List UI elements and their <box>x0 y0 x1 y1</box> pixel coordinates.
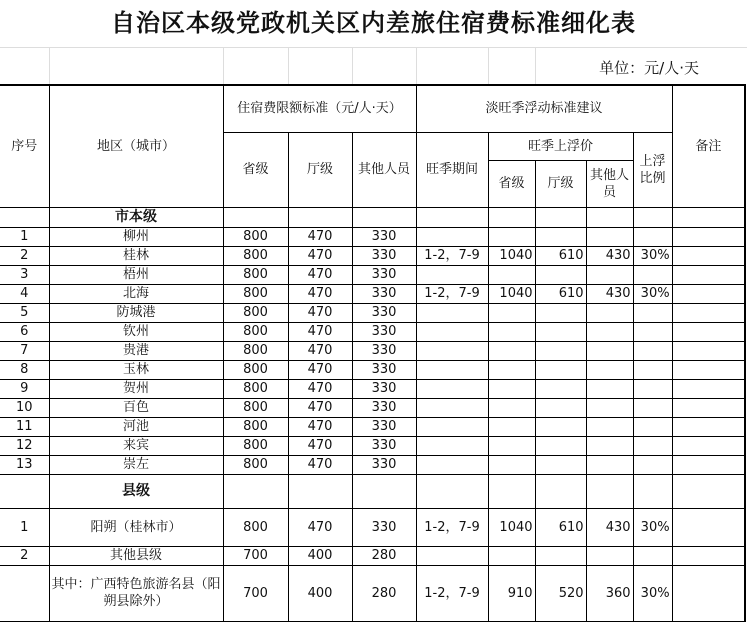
cell-region: 贺州 <box>49 379 223 398</box>
cell-peak-prov <box>488 341 535 360</box>
cell-remark <box>672 379 745 398</box>
cell-dept: 470 <box>288 508 352 546</box>
cell-region: 桂林 <box>49 246 223 265</box>
cell-region: 柳州 <box>49 227 223 246</box>
cell-region: 百色 <box>49 398 223 417</box>
cell-peak-period <box>416 341 488 360</box>
cell-other: 330 <box>352 322 416 341</box>
cell-peak-other: 430 <box>586 284 633 303</box>
cell-remark <box>672 227 745 246</box>
header-seq: 序号 <box>0 85 49 207</box>
cell-prov: 800 <box>223 508 288 546</box>
header-remark: 备注 <box>672 85 745 207</box>
cell-region: 阳朔（桂林市） <box>49 508 223 546</box>
cell-other: 330 <box>352 284 416 303</box>
cell-dept: 470 <box>288 436 352 455</box>
cell-other: 330 <box>352 379 416 398</box>
cell-prov: 800 <box>223 284 288 303</box>
header-ratio: 上浮比例 <box>633 132 672 207</box>
cell-seq: 2 <box>0 246 49 265</box>
cell-prov: 800 <box>223 379 288 398</box>
cell-region: 其他县级 <box>49 546 223 565</box>
cell-region: 钦州 <box>49 322 223 341</box>
cell-region: 其中：广西特色旅游名县（阳朔县除外） <box>49 565 223 621</box>
cell-ratio <box>633 303 672 322</box>
header-prov: 省级 <box>223 132 288 207</box>
table-row <box>0 265 745 284</box>
header-peak-price: 旺季上浮价 <box>488 132 633 160</box>
cell-other: 330 <box>352 417 416 436</box>
cell-prov: 800 <box>223 417 288 436</box>
cell-prov: 800 <box>223 227 288 246</box>
cell-remark <box>672 546 745 565</box>
cell-dept: 470 <box>288 322 352 341</box>
cell-region: 防城港 <box>49 303 223 322</box>
cell-ratio: 30% <box>633 508 672 546</box>
cell-prov: 800 <box>223 455 288 474</box>
cell-seq: 9 <box>0 379 49 398</box>
cell-peak-dept <box>535 303 586 322</box>
cell-seq: 7 <box>0 341 49 360</box>
cell-remark <box>672 303 745 322</box>
cell-peak-period <box>416 227 488 246</box>
cell-peak-other <box>586 436 633 455</box>
cell-region: 崇左 <box>49 455 223 474</box>
header-dept: 厅级 <box>288 132 352 207</box>
cell-peak-period <box>416 379 488 398</box>
cell-ratio <box>633 265 672 284</box>
cell-peak-period <box>416 322 488 341</box>
cell-peak-prov <box>488 227 535 246</box>
cell-peak-dept <box>535 265 586 284</box>
header-other2: 其他人员 <box>586 160 633 207</box>
cell-remark <box>672 565 745 621</box>
cell-peak-other <box>586 265 633 284</box>
cell-peak-period: 1-2，7-9 <box>416 508 488 546</box>
cell-seq <box>0 565 49 621</box>
header-other: 其他人员 <box>352 132 416 207</box>
cell-prov: 800 <box>223 322 288 341</box>
cell-seq: 8 <box>0 360 49 379</box>
cell-remark <box>672 284 745 303</box>
cell-peak-dept <box>535 379 586 398</box>
cell-ratio: 30% <box>633 246 672 265</box>
cell-other: 330 <box>352 341 416 360</box>
cell-peak-dept <box>535 398 586 417</box>
cell-peak-prov <box>488 322 535 341</box>
table-row <box>0 436 745 455</box>
cell-seq: 13 <box>0 455 49 474</box>
cell-other: 330 <box>352 303 416 322</box>
cell-ratio <box>633 546 672 565</box>
page-title: 自治区本级党政机关区内差旅住宿费标准细化表 <box>111 9 636 37</box>
cell-peak-period <box>416 265 488 284</box>
unit-label: 单位：元/人·天 <box>599 59 699 77</box>
table-row <box>0 360 745 379</box>
cell-dept: 470 <box>288 284 352 303</box>
cell-peak-other <box>586 398 633 417</box>
cell-peak-other <box>586 455 633 474</box>
cell-region: 北海 <box>49 284 223 303</box>
cell-dept: 470 <box>288 360 352 379</box>
table-row <box>0 284 745 303</box>
cell-seq: 10 <box>0 398 49 417</box>
cell-peak-period <box>416 417 488 436</box>
cell-dept: 470 <box>288 227 352 246</box>
cell-dept: 400 <box>288 565 352 621</box>
cell-peak-other <box>586 227 633 246</box>
cell-prov: 700 <box>223 546 288 565</box>
cell-other: 330 <box>352 398 416 417</box>
cell-peak-prov <box>488 379 535 398</box>
cell-other: 330 <box>352 360 416 379</box>
cell-ratio: 30% <box>633 284 672 303</box>
cell-dept: 470 <box>288 455 352 474</box>
cell-remark <box>672 508 745 546</box>
cell-peak-other: 430 <box>586 508 633 546</box>
cell-peak-prov <box>488 398 535 417</box>
section-label: 县级 <box>49 474 223 508</box>
cell-other: 330 <box>352 455 416 474</box>
cell-peak-dept: 610 <box>535 284 586 303</box>
cell-dept: 470 <box>288 303 352 322</box>
cell-remark <box>672 436 745 455</box>
cell-peak-prov <box>488 455 535 474</box>
cell-peak-period <box>416 455 488 474</box>
cell-peak-prov: 910 <box>488 565 535 621</box>
cell-seq: 1 <box>0 227 49 246</box>
cell-peak-prov <box>488 417 535 436</box>
cell-peak-prov <box>488 265 535 284</box>
cell-peak-other <box>586 417 633 436</box>
table-row <box>0 546 745 565</box>
cell-dept: 470 <box>288 246 352 265</box>
cell-ratio: 30% <box>633 565 672 621</box>
cell-prov: 700 <box>223 565 288 621</box>
header-float: 淡旺季浮动标准建议 <box>416 85 672 132</box>
table-row <box>0 455 745 474</box>
table-row <box>0 341 745 360</box>
cell-other: 330 <box>352 246 416 265</box>
cell-ratio <box>633 398 672 417</box>
cell-peak-other <box>586 379 633 398</box>
cell-peak-other <box>586 322 633 341</box>
cell-peak-period <box>416 436 488 455</box>
table-row <box>0 508 745 546</box>
cell-peak-dept <box>535 417 586 436</box>
cell-ratio <box>633 455 672 474</box>
cell-peak-dept: 610 <box>535 508 586 546</box>
cell-peak-other <box>586 341 633 360</box>
cell-prov: 800 <box>223 246 288 265</box>
cell-remark <box>672 322 745 341</box>
cell-dept: 470 <box>288 398 352 417</box>
cell-other: 330 <box>352 265 416 284</box>
cell-region: 河池 <box>49 417 223 436</box>
cell-peak-dept <box>535 322 586 341</box>
cell-peak-period: 1-2，7-9 <box>416 565 488 621</box>
cell-seq: 2 <box>0 546 49 565</box>
cell-peak-prov <box>488 303 535 322</box>
cell-ratio <box>633 379 672 398</box>
cell-other: 280 <box>352 546 416 565</box>
cell-prov: 800 <box>223 360 288 379</box>
section-label: 市本级 <box>49 207 223 227</box>
cell-dept: 470 <box>288 265 352 284</box>
cell-region: 来宾 <box>49 436 223 455</box>
cell-dept: 470 <box>288 417 352 436</box>
standards-table <box>0 84 746 622</box>
cell-remark <box>672 455 745 474</box>
cell-other: 330 <box>352 227 416 246</box>
unit-row <box>0 47 747 85</box>
cell-remark <box>672 246 745 265</box>
cell-peak-dept <box>535 436 586 455</box>
cell-seq: 5 <box>0 303 49 322</box>
cell-seq: 12 <box>0 436 49 455</box>
table-row <box>0 246 745 265</box>
cell-seq: 11 <box>0 417 49 436</box>
cell-seq: 1 <box>0 508 49 546</box>
cell-peak-dept: 610 <box>535 246 586 265</box>
cell-peak-dept <box>535 341 586 360</box>
cell-peak-other: 430 <box>586 246 633 265</box>
cell-peak-prov: 1040 <box>488 508 535 546</box>
cell-peak-prov: 1040 <box>488 284 535 303</box>
cell-prov: 800 <box>223 436 288 455</box>
cell-ratio <box>633 417 672 436</box>
table-row <box>0 227 745 246</box>
cell-prov: 800 <box>223 303 288 322</box>
table-row <box>0 303 745 322</box>
cell-peak-dept: 520 <box>535 565 586 621</box>
cell-ratio <box>633 227 672 246</box>
cell-peak-prov: 1040 <box>488 246 535 265</box>
cell-seq: 6 <box>0 322 49 341</box>
cell-peak-dept <box>535 227 586 246</box>
header-limit: 住宿费限额标准（元/人·天） <box>223 85 416 132</box>
cell-dept: 470 <box>288 341 352 360</box>
cell-peak-prov <box>488 360 535 379</box>
cell-prov: 800 <box>223 265 288 284</box>
header-prov2: 省级 <box>488 160 535 207</box>
cell-peak-period <box>416 360 488 379</box>
cell-dept: 400 <box>288 546 352 565</box>
cell-remark <box>672 360 745 379</box>
cell-peak-other: 360 <box>586 565 633 621</box>
cell-remark <box>672 265 745 284</box>
table-row <box>0 379 745 398</box>
cell-prov: 800 <box>223 398 288 417</box>
cell-ratio <box>633 341 672 360</box>
cell-other: 330 <box>352 436 416 455</box>
cell-peak-period <box>416 546 488 565</box>
cell-other: 280 <box>352 565 416 621</box>
cell-peak-period: 1-2，7-9 <box>416 246 488 265</box>
cell-peak-other <box>586 303 633 322</box>
cell-remark <box>672 341 745 360</box>
table-row <box>0 322 745 341</box>
section-row <box>0 474 745 508</box>
cell-peak-period: 1-2，7-9 <box>416 284 488 303</box>
table-row <box>0 565 745 621</box>
cell-peak-other <box>586 360 633 379</box>
header-region: 地区（城市） <box>49 85 223 207</box>
header-peak-period: 旺季期间 <box>416 132 488 207</box>
cell-seq: 3 <box>0 265 49 284</box>
cell-peak-period <box>416 303 488 322</box>
cell-peak-period <box>416 398 488 417</box>
cell-remark <box>672 398 745 417</box>
cell-ratio <box>633 436 672 455</box>
section-row <box>0 207 745 227</box>
cell-dept: 470 <box>288 379 352 398</box>
cell-ratio <box>633 322 672 341</box>
header-dept2: 厅级 <box>535 160 586 207</box>
cell-peak-other <box>586 546 633 565</box>
cell-seq: 4 <box>0 284 49 303</box>
cell-peak-prov <box>488 436 535 455</box>
cell-other: 330 <box>352 508 416 546</box>
cell-region: 贵港 <box>49 341 223 360</box>
table-row <box>0 417 745 436</box>
cell-prov: 800 <box>223 341 288 360</box>
cell-region: 玉林 <box>49 360 223 379</box>
cell-region: 梧州 <box>49 265 223 284</box>
cell-peak-dept <box>535 455 586 474</box>
cell-peak-prov <box>488 546 535 565</box>
cell-peak-dept <box>535 360 586 379</box>
cell-remark <box>672 417 745 436</box>
cell-peak-dept <box>535 546 586 565</box>
cell-ratio <box>633 360 672 379</box>
table-row <box>0 398 745 417</box>
